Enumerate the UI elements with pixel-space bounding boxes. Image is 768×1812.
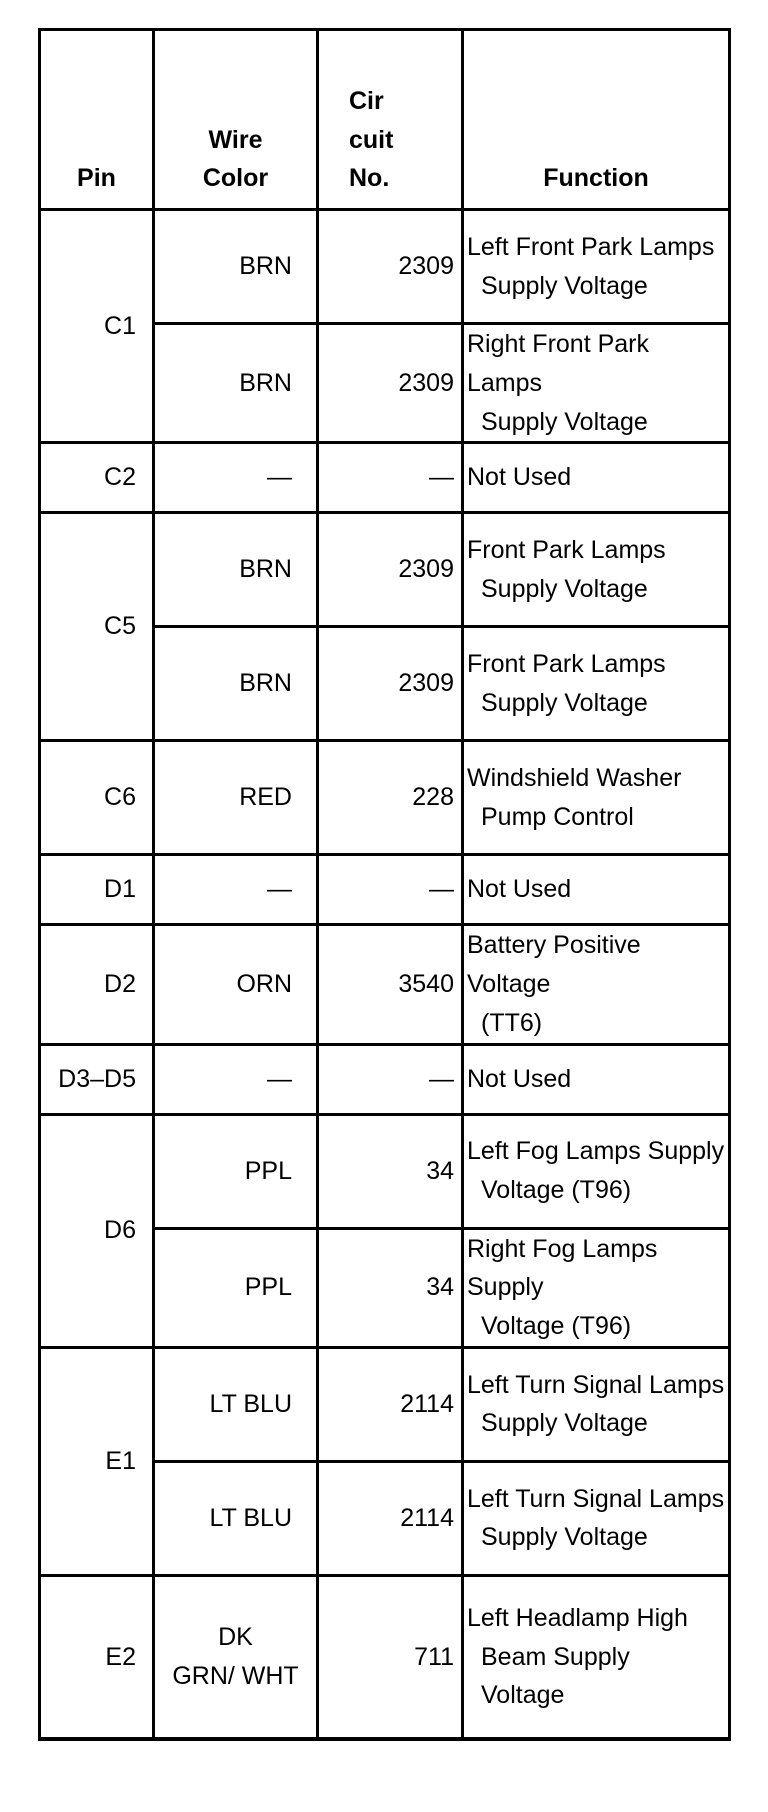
pin-cell: C1 (40, 210, 154, 443)
header-circuit-line: cuit (349, 125, 394, 154)
function-cell (463, 1114, 730, 1228)
wire-color-cell: LT BLU (154, 1461, 318, 1575)
table-row (40, 855, 730, 925)
pin-cell: E2 (40, 1575, 154, 1739)
function-line: Not Used (467, 1064, 572, 1093)
function-cell (463, 1575, 730, 1739)
pin-cell: D3–D5 (40, 1044, 154, 1114)
function-line: Left Fog Lamps Supply (467, 1137, 725, 1166)
pin-cell: C5 (40, 513, 154, 741)
header-pin-line: Pin (77, 164, 116, 193)
function-cell (463, 210, 730, 324)
table-row (40, 1044, 730, 1114)
wire-color-cell: — (154, 443, 318, 513)
function-line: Voltage (481, 1681, 565, 1710)
function-line: Battery Positive Voltage (467, 931, 641, 998)
pin-cell: C6 (40, 741, 154, 855)
wire-color-cell: PPL (154, 1228, 318, 1347)
header-circuit-line: Cir (349, 86, 384, 115)
function-line: Right Front Park Lamps (467, 330, 650, 397)
connector-pinout-table (38, 28, 731, 1741)
wire-color-cell: — (154, 855, 318, 925)
wire-color-cell: BRN (154, 627, 318, 741)
wire-color-cell: BRN (154, 513, 318, 627)
header-row (40, 30, 730, 210)
wire-color-cell: BRN (154, 210, 318, 324)
circuit-cell: 2309 (318, 324, 463, 443)
table-row (40, 513, 730, 627)
table-row (40, 210, 730, 324)
pin-cell: E1 (40, 1347, 154, 1575)
function-line: Left Turn Signal Lamps (467, 1484, 725, 1513)
function-cell (463, 627, 730, 741)
pin-cell: D2 (40, 925, 154, 1044)
pin-cell: D6 (40, 1114, 154, 1347)
circuit-cell: 2309 (318, 627, 463, 741)
function-cell (463, 1347, 730, 1461)
table-row (40, 443, 730, 513)
function-line: Beam Supply (481, 1642, 630, 1671)
circuit-cell: 3540 (318, 925, 463, 1044)
function-cell (463, 1044, 730, 1114)
table-row (40, 741, 730, 855)
function-cell (463, 513, 730, 627)
function-line: Supply Voltage (481, 688, 648, 717)
function-cell (463, 1461, 730, 1575)
function-line: Voltage (T96) (481, 1312, 632, 1340)
function-line: (TT6) (481, 1008, 543, 1037)
header-function (463, 30, 730, 210)
table-row (40, 1347, 730, 1461)
wire-color-line: DK (218, 1623, 253, 1652)
function-line: Windshield Washer (467, 764, 682, 792)
pin-cell: C2 (40, 443, 154, 513)
wire-color-cell: BRN (154, 324, 318, 443)
function-line: Front Park Lamps (467, 536, 666, 564)
function-cell (463, 855, 730, 925)
function-line: Front Park Lamps (467, 650, 666, 678)
circuit-cell: — (318, 443, 463, 513)
circuit-cell: 2309 (318, 513, 463, 627)
table-row (40, 1575, 730, 1739)
wire-color-cell: ORN (154, 925, 318, 1044)
circuit-cell: 2114 (318, 1347, 463, 1461)
function-line: Left Front Park Lamps (467, 232, 715, 261)
function-line: Supply Voltage (481, 574, 648, 603)
function-line: Voltage (T96) (481, 1176, 632, 1204)
header-wire-color (154, 30, 318, 210)
circuit-cell: 711 (318, 1575, 463, 1739)
function-line: Supply Voltage (481, 271, 648, 300)
function-line: Left Headlamp High (467, 1603, 688, 1632)
function-line: Pump Control (481, 802, 634, 831)
function-cell (463, 741, 730, 855)
header-function-line: Function (543, 164, 649, 193)
circuit-cell: 228 (318, 741, 463, 855)
wire-color-cell: — (154, 1044, 318, 1114)
table-row (40, 925, 730, 1044)
circuit-cell: — (318, 855, 463, 925)
table-row (40, 1114, 730, 1228)
pin-cell: D1 (40, 855, 154, 925)
function-cell (463, 1228, 730, 1347)
wire-color-cell: PPL (154, 1114, 318, 1228)
function-line: Not Used (467, 875, 572, 904)
function-line: Right Fog Lamps Supply (467, 1234, 658, 1302)
function-line: Left Turn Signal Lamps (467, 1370, 725, 1399)
function-cell (463, 324, 730, 443)
function-cell (463, 443, 730, 513)
wire-color-cell (154, 1575, 318, 1739)
header-pin (40, 30, 154, 210)
wire-color-cell: LT BLU (154, 1347, 318, 1461)
function-line: Supply Voltage (481, 407, 648, 436)
circuit-cell: — (318, 1044, 463, 1114)
header-wire-line: Wire (208, 125, 263, 154)
wire-color-line: GRN/ WHT (172, 1662, 299, 1690)
header-wire-line: Color (202, 164, 269, 193)
circuit-cell: 34 (318, 1228, 463, 1347)
circuit-cell: 34 (318, 1114, 463, 1228)
header-circuit-no (318, 30, 463, 210)
wire-color-cell: RED (154, 741, 318, 855)
function-line: Supply Voltage (481, 1409, 648, 1438)
circuit-cell: 2309 (318, 210, 463, 324)
function-line: Not Used (467, 463, 572, 492)
header-circuit-line: No. (349, 164, 390, 193)
circuit-cell: 2114 (318, 1461, 463, 1575)
function-line: Supply Voltage (481, 1523, 648, 1552)
function-cell (463, 925, 730, 1044)
